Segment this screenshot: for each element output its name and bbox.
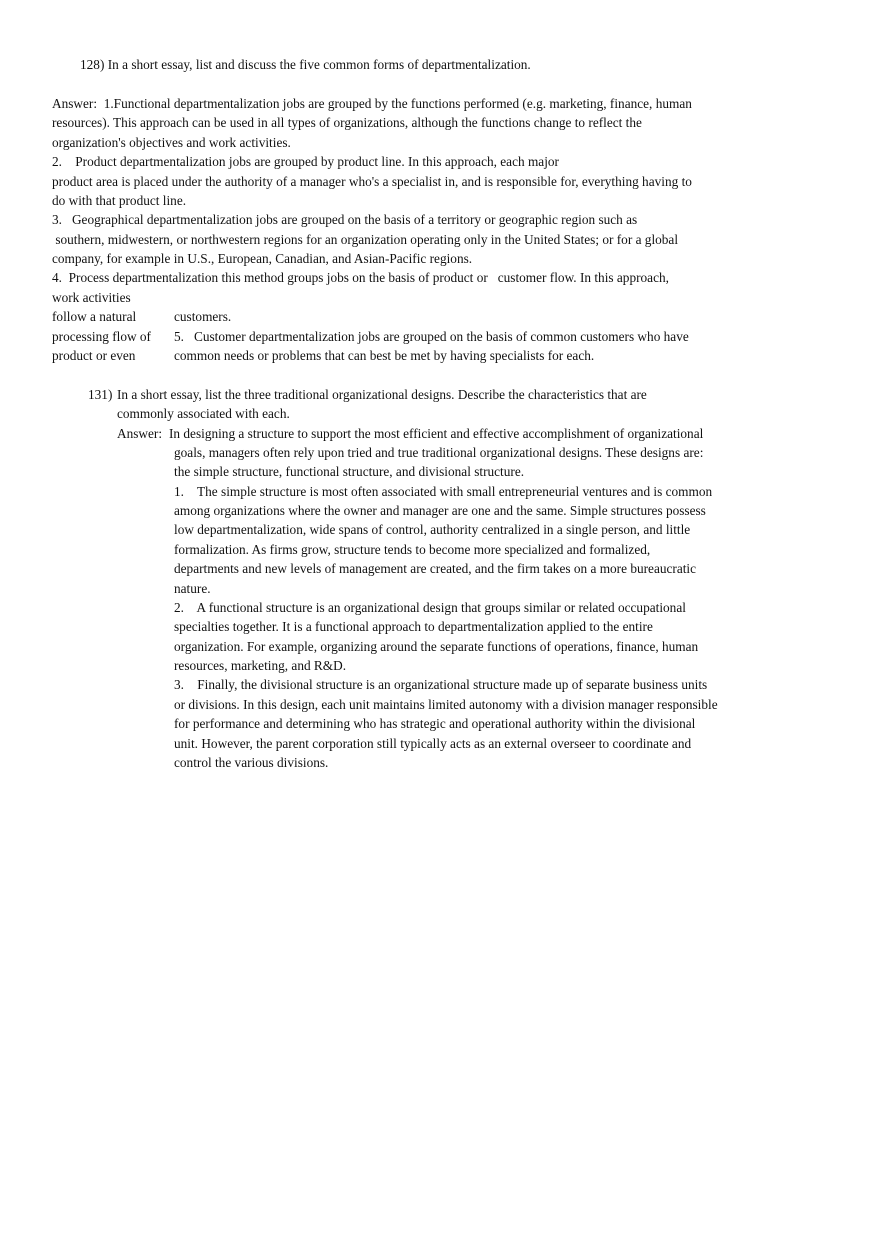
right-column-line: 5. Customer departmentalization jobs are grouped on the basis of common customers who have [174, 329, 689, 344]
question-131-line: commonly associated with each. [117, 406, 290, 421]
answer-131-line: or divisions. In this design, each unit maintains limited autonomy with a division manager responsible [174, 697, 718, 712]
answer-128-line: work activities [52, 290, 131, 305]
answer-131-line: specialties together. It is a functional approach to departmentalization applied to the entire [174, 619, 653, 634]
question-131-number: 131) [88, 387, 113, 402]
answer-128-line: 3. Geographical departmentalization jobs are grouped on the basis of a territory or geographic region such as [52, 212, 638, 227]
answer-131-line: In designing a structure to support the most efficient and effective accomplishment of organizational [169, 426, 704, 441]
answer-128-line: southern, midwestern, or northwestern regions for an organization operating only in the United States; or for a global [52, 232, 679, 247]
answer-128-line: 4. Process departmentalization this method groups jobs on the basis of product or customer flow. In this approach, [52, 270, 669, 285]
answer-131-line: resources, marketing, and R&D. [174, 658, 347, 673]
answer-128-line: product area is placed under the authority of a manager who's a specialist in, and is responsible for, everything having to [52, 174, 692, 189]
answer-131-line: control the various divisions. [174, 755, 329, 770]
answer-131-line: formalization. As firms grow, structure tends to become more specialized and formalized, [174, 542, 651, 557]
answer-128-line: company, for example in U.S., European, Canadian, and Asian-Pacific regions. [52, 251, 473, 266]
answer-131-line: 3. Finally, the divisional structure is an organizational structure made up of separate business units [174, 677, 708, 692]
left-column-line: follow a natural [52, 309, 137, 324]
answer-128-line: do with that product line. [52, 193, 187, 208]
left-column-line: processing flow of [52, 329, 151, 344]
answer-131-line: unit. However, the parent corporation still typically acts as an external overseer to coordinate and [174, 736, 692, 751]
answer-131-line: low departmentalization, wide spans of control, authority centralized in a single person, and little [174, 522, 691, 537]
answer-131-line: 2. A functional structure is an organizational design that groups similar or related occupational [174, 600, 686, 615]
right-column-line: customers. [174, 309, 232, 324]
answer-131-line: organization. For example, organizing around the separate functions of operations, finance, human [174, 639, 699, 654]
answer-128-line: resources). This approach can be used in all types of organizations, although the functions change to reflect the [52, 115, 642, 130]
answer-131-line: goals, managers often rely upon tried and true traditional organizational designs. These designs are: [174, 445, 704, 460]
left-column-line: product or even [52, 348, 136, 363]
answer-128-line: 2. Product departmentalization jobs are grouped by product line. In this approach, each major [52, 154, 559, 169]
answer-131-line: the simple structure, functional structure, and divisional structure. [174, 464, 525, 479]
answer-128-line: Answer: 1.Functional departmentalization jobs are grouped by the functions performed (e.g. marketing, finance, human [52, 96, 692, 111]
question-128: 128) In a short essay, list and discuss the five common forms of departmentalization. [80, 57, 531, 72]
answer-131-line: nature. [174, 581, 211, 596]
answer-131-line: for performance and determining who has strategic and operational authority within the divisional [174, 716, 696, 731]
answer-131-line: among organizations where the owner and manager are one and the same. Simple structures possess [174, 503, 706, 518]
right-column-line: common needs or problems that can best be met by having specialists for each. [174, 348, 595, 363]
answer-131-label: Answer: [117, 426, 163, 441]
answer-128-line: organization's objectives and work activities. [52, 135, 291, 150]
answer-131-line: departments and new levels of management are created, and the firm takes on a more bureaucratic [174, 561, 697, 576]
question-131-line: In a short essay, list the three traditional organizational designs. Describe the characteristics that are [117, 387, 647, 402]
answer-131-line: 1. The simple structure is most often associated with small entrepreneurial ventures and is common [174, 484, 713, 499]
